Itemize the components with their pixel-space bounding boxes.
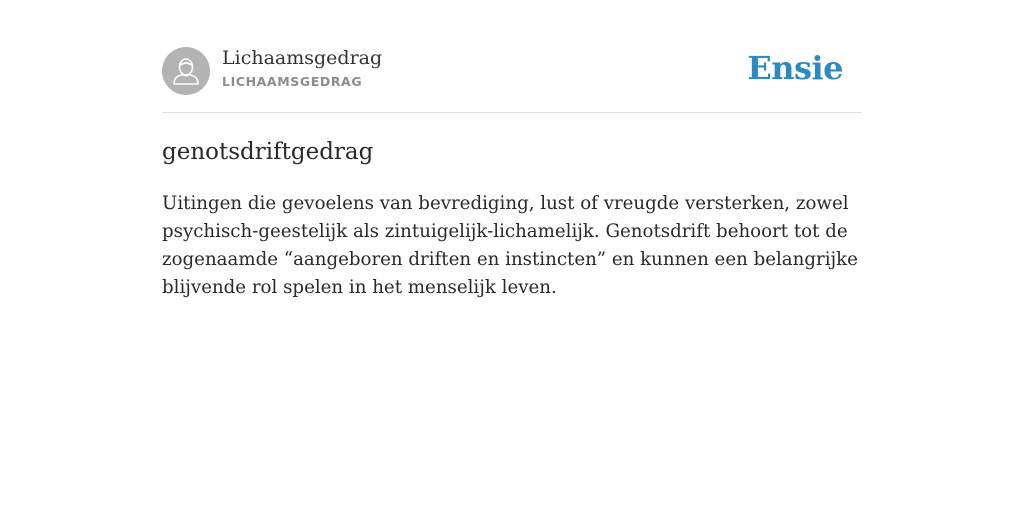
content-container [162, 0, 862, 298]
user-silhouette-icon [162, 47, 210, 95]
source-subtitle: LICHAAMSGEDRAG [222, 74, 363, 89]
avatar[interactable] [162, 47, 210, 95]
source-name[interactable]: Lichaamsgedrag [222, 47, 383, 69]
term-title: genotsdriftgedrag [162, 139, 374, 165]
header [162, 0, 862, 113]
definition-text: Uitingen die gevoelens van bevrediging, lust of vreugde versterken, zowel psychisch-geestelijk als zintuigelijk-lichamelijk. Genotsdrift behoort tot de zogenaamde “aangeboren driften en instincten” en kunnen een belangrijke blijvende rol spelen in het menselijk leven. [162, 193, 858, 298]
ensie-logo[interactable]: Ensie [747, 49, 843, 87]
